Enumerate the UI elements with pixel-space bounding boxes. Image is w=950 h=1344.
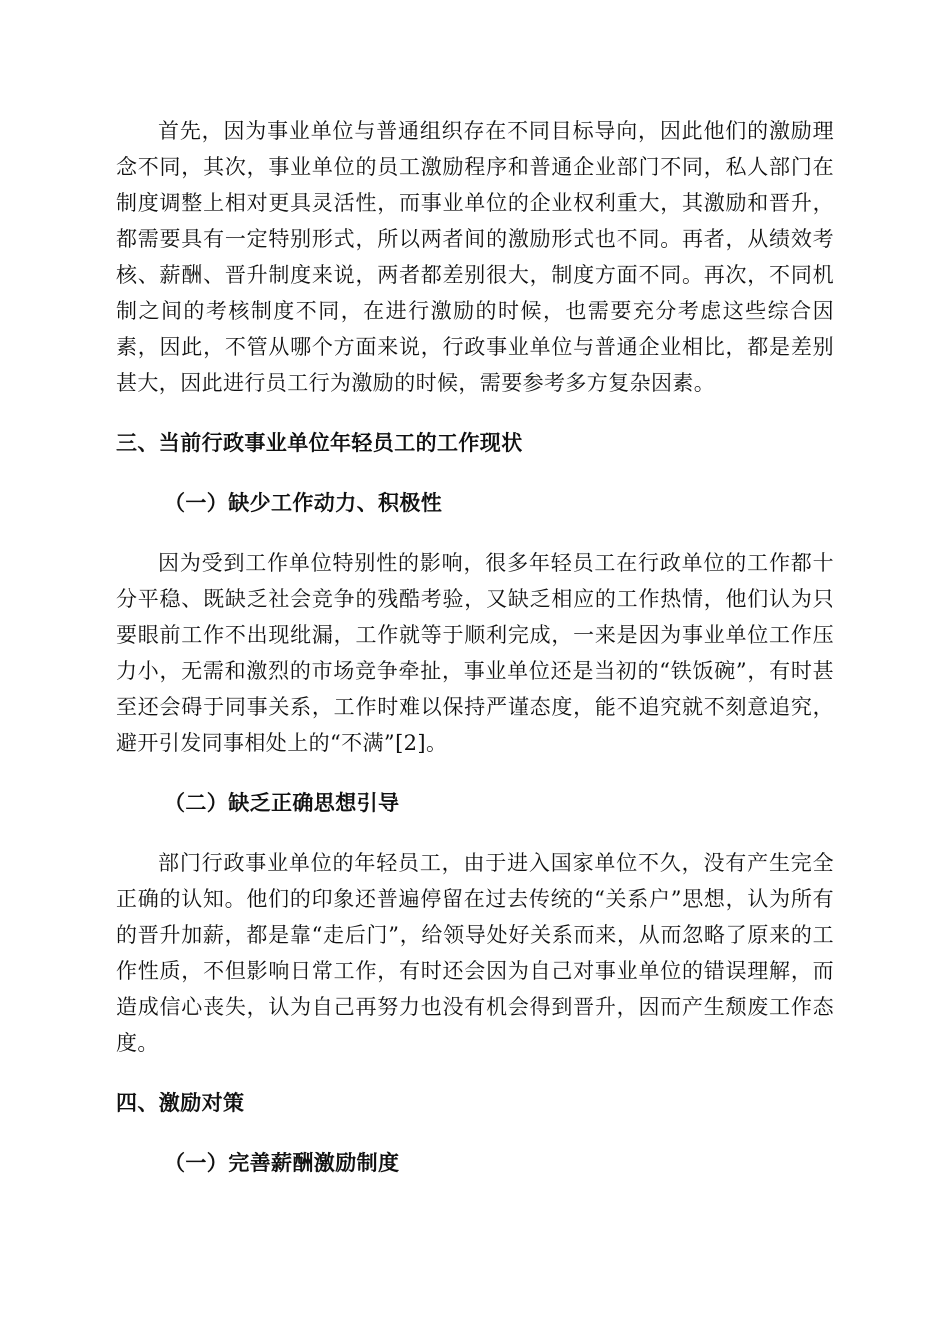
- document-body: [116, 113, 834, 1181]
- paragraph-differences: 首先，因为事业单位与普通组织存在不同目标导向，因此他们的激励理念不同，其次，事业单位的员工激励程序和普通企业部门不同，私人部门在制度调整上相对更具灵活性，而事业单位的企业权利重大，其激励和晋升，都需要具有一定特别形式，所以两者间的激励形式也不同。再者，从绩效考核、薪酬、晋升制度来说，两者都差别很大，制度方面不同。再次，不同机制之间的考核制度不同，在进行激励的时候，也需要充分考虑这些综合因素，因此，不管从哪个方面来说，行政事业单位与普通企业相比，都是差别甚大，因此进行员工行为激励的时候，需要参考多方复杂因素。: [116, 119, 834, 395]
- spacer: [116, 461, 834, 485]
- section-heading-4: 四、激励对策: [116, 1091, 245, 1115]
- spacer: [116, 401, 834, 425]
- paragraph-thought-guidance: 部门行政事业单位的年轻员工，由于进入国家单位不久，没有产生完全正确的认知。他们的印象还普遍停留在过去传统的“关系户”思想，认为所有的晋升加薪，都是靠“走后门”，给领导处好关系而来，从而忽略了原来的工作性质，不但影响日常工作，有时还会因为自己对事业单位的错误理解，而造成信心丧失，认为自己再努力也没有机会得到晋升，因而产生颓废工作态度。: [116, 851, 834, 1055]
- section-heading-3: 三、当前行政事业单位年轻员工的工作现状: [116, 431, 523, 455]
- spacer: [116, 761, 834, 785]
- subheading-salary-incentive: （一）完善薪酬激励制度: [164, 1150, 400, 1175]
- spacer: [116, 521, 834, 545]
- subheading-thought-guidance: （二）缺乏正确思想引导: [164, 790, 400, 815]
- spacer: [116, 821, 834, 845]
- paragraph-lack-motivation: 因为受到工作单位特别性的影响，很多年轻员工在行政单位的工作都十分平稳、既缺乏社会竞争的残酷考验，又缺乏相应的工作热情，他们认为只要眼前工作不出现纰漏，工作就等于顺利完成，一来是因为事业单位工作压力小，无需和激烈的市场竞争牵扯，事业单位还是当初的“铁饭碗”，有时甚至还会碍于同事关系，工作时难以保持严谨态度，能不追究就不刻意追究，避开引发同事相处上的“不满”[2]。: [116, 551, 834, 755]
- subheading-lack-motivation: （一）缺少工作动力、积极性: [164, 490, 443, 515]
- spacer: [116, 1061, 834, 1085]
- spacer: [116, 1121, 834, 1145]
